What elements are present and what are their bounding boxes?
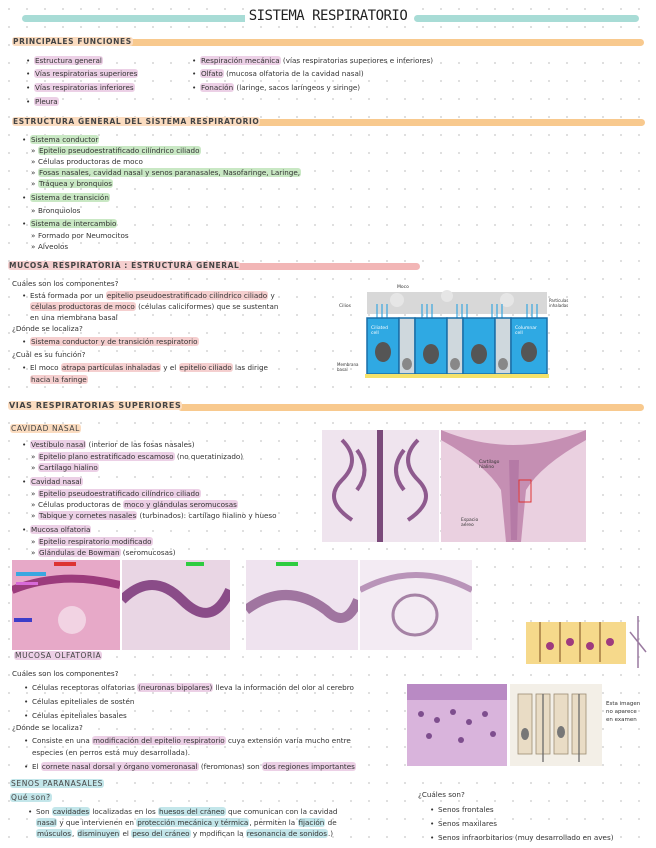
question: ¿Cuáles son? [418, 790, 465, 799]
diagram-label-ciliated: Ciliated cell [371, 326, 389, 336]
list-item: • Sistema de transición [30, 193, 110, 203]
list-item: • El cornete nasal dorsal y órgano vomeronasal (feromonas) son dos regiones importantes [32, 762, 356, 772]
list-item: • Fonación (laringe, sacos laríngeos y siringe) [200, 83, 360, 93]
section-header-mucosa: MUCOSA RESPIRATORIA : ESTRUCTURA GENERAL [9, 261, 240, 270]
section-bar-estructura [245, 119, 645, 126]
section-header-funciones: PRINCIPALES FUNCIONES [13, 37, 132, 46]
question: Cuáles son los componentes? [12, 279, 119, 288]
list-item: • Células epiteliales de sostén [32, 697, 134, 707]
list-item: » Células productoras de moco y glándulas seromucosas [38, 500, 238, 510]
image-label-espacio: Espacio aéreo [461, 518, 479, 528]
text-line: en una membrana basal [30, 313, 118, 322]
list-item: • Pleura [34, 97, 59, 107]
list-item: • Respiración mecánica (vías respiratorias superiores e inferiores) [200, 56, 433, 66]
list-item: • Está formada por un epitelio pseudoestratificado cilíndrico ciliado y [30, 291, 275, 301]
question: ¿Dónde se localiza? [12, 324, 83, 333]
nasal-cavity-histology-image [322, 430, 439, 542]
section-header-senos: SENOS PARANASALES [11, 779, 104, 788]
section-header-olfatoria: MUCOSA OLFATORIA [15, 651, 102, 660]
respiratory-epithelium-diagram [337, 282, 577, 382]
list-item: • El moco atrapa partículas inhaladas y el epitelio ciliado las dirige [30, 363, 268, 373]
list-item: » Epitelio plano estratificado escamoso (no queratinizado) [38, 452, 243, 462]
list-item: » Epitelio pseudoestratificado cilíndrico ciliado [38, 146, 201, 156]
list-item: • Vías respiratorias superiores [34, 69, 138, 79]
list-item: » Bronquiolos [38, 206, 80, 216]
list-item: • Vías respiratorias inferiores [34, 83, 135, 93]
olfactory-cells-diagram [510, 684, 602, 766]
olfactory-receptor-diagram [520, 612, 650, 672]
image-note [606, 700, 640, 724]
nasal-vestibule-histology-image [441, 430, 586, 542]
note-line: no aparece [606, 709, 637, 715]
list-item: » Formado por Neumocitos [38, 231, 129, 241]
subsection-header-que-son: Qué son? [11, 793, 51, 802]
list-item: • Olfato (mucosa olfatoria de la cavidad nasal) [200, 69, 364, 79]
note-line: en examen [606, 717, 637, 723]
list-item: • Senos maxilares [438, 819, 497, 829]
list-item: • Consiste en una modificación del epitelio respiratorio cuya extensión varía mucho entre [32, 736, 351, 746]
section-bar-vias [178, 404, 644, 411]
subsection-header-cavidad: CAVIDAD NASAL [11, 424, 80, 433]
page-title: SISTEMA RESPIRATORIO [245, 8, 412, 24]
diagram-label-columnar: Columnar cell [515, 326, 537, 336]
image-label-cartilago: Cartílago hialino [479, 460, 500, 470]
list-item: • Senos frontales [438, 805, 494, 815]
list-item: • Cavidad nasal [30, 477, 83, 487]
list-item: • Sistema conductor [30, 135, 99, 145]
section-bar-funciones [122, 39, 644, 46]
olfactory-mucosa-image-2 [360, 560, 472, 650]
note-line: Esta imagen [606, 701, 641, 707]
list-item: • Son cavidades localizadas en los huesos del cráneo que comunican con la cavidad [36, 807, 337, 817]
text-line: músculos, disminuyen el peso del cráneo y modifican la resonancia de sonidos.) [37, 829, 334, 838]
text-line: hacia la faringe [31, 375, 87, 384]
list-item: » Tabique y cornetes nasales (turbinados): cartílago hialino y hueso [38, 511, 277, 521]
list-item: • Vestíbulo nasal (interior de las fosas nasales) [30, 440, 195, 450]
list-item: • Estructura general [34, 56, 103, 66]
olfactory-epithelium-image [407, 684, 507, 766]
list-item: » Glándulas de Bowman (seromucosas) [38, 548, 176, 558]
diagram-label-cilios: Cilios [339, 304, 351, 309]
respiratory-epithelium-image [122, 560, 230, 650]
text-line: células productoras de moco (células caliciformes) que se sustentan [31, 302, 279, 311]
question: ¿Dónde se localiza? [12, 723, 83, 732]
list-item: • Células receptoras olfatorias (neuronas bipolares) lleva la información del olor al cerebro [32, 683, 354, 693]
list-item: » Epitelio respiratorio modificado [38, 537, 153, 547]
list-item: • Sistema conductor y de transición respiratorio [30, 337, 199, 347]
list-item: • Senos infraorbitarios (muy desarrollado en aves) [438, 833, 614, 843]
diagram-label-membrana: Membrana basal [337, 362, 359, 372]
list-item: » Células productoras de moco [38, 157, 143, 167]
list-item: » Fosas nasales, cavidad nasal y senos paranasales, Nasofaringe, Laringe, [38, 168, 301, 178]
list-item: » Cartílago hialino [38, 463, 99, 473]
olfactory-mucosa-image-1 [246, 560, 358, 650]
section-header-vias: VIAS RESPIRATORIAS SUPERIORES [9, 401, 182, 410]
question: Cuáles son los componentes? [12, 669, 119, 678]
list-item: • Células epiteliales basales [32, 711, 127, 721]
diagram-label-moco: Moco [397, 285, 409, 290]
text-line: especies (en perros está muy desarrollada). [32, 748, 191, 757]
list-item: • Sistema de intercambio [30, 219, 117, 229]
vestibule-epithelium-image [12, 560, 120, 650]
list-item: » Tráquea y bronquios [38, 179, 113, 189]
diagram-label-particulas: Partículas inhaladas [549, 298, 569, 308]
list-item: » Alveolos [38, 242, 68, 252]
list-item: » Epitelio pseudoestratificado cilíndrico ciliado [38, 489, 201, 499]
question: ¿Cuál es su función? [12, 350, 86, 359]
section-header-estructura: ESTRUCTURA GENERAL DEL SISTEMA RESPIRATORIO [13, 117, 260, 126]
list-item: • Mucosa olfatoria [30, 525, 91, 535]
text-line: nasal y que intervienen en protección mecánica y térmica, permiten la fijación de [37, 818, 337, 827]
